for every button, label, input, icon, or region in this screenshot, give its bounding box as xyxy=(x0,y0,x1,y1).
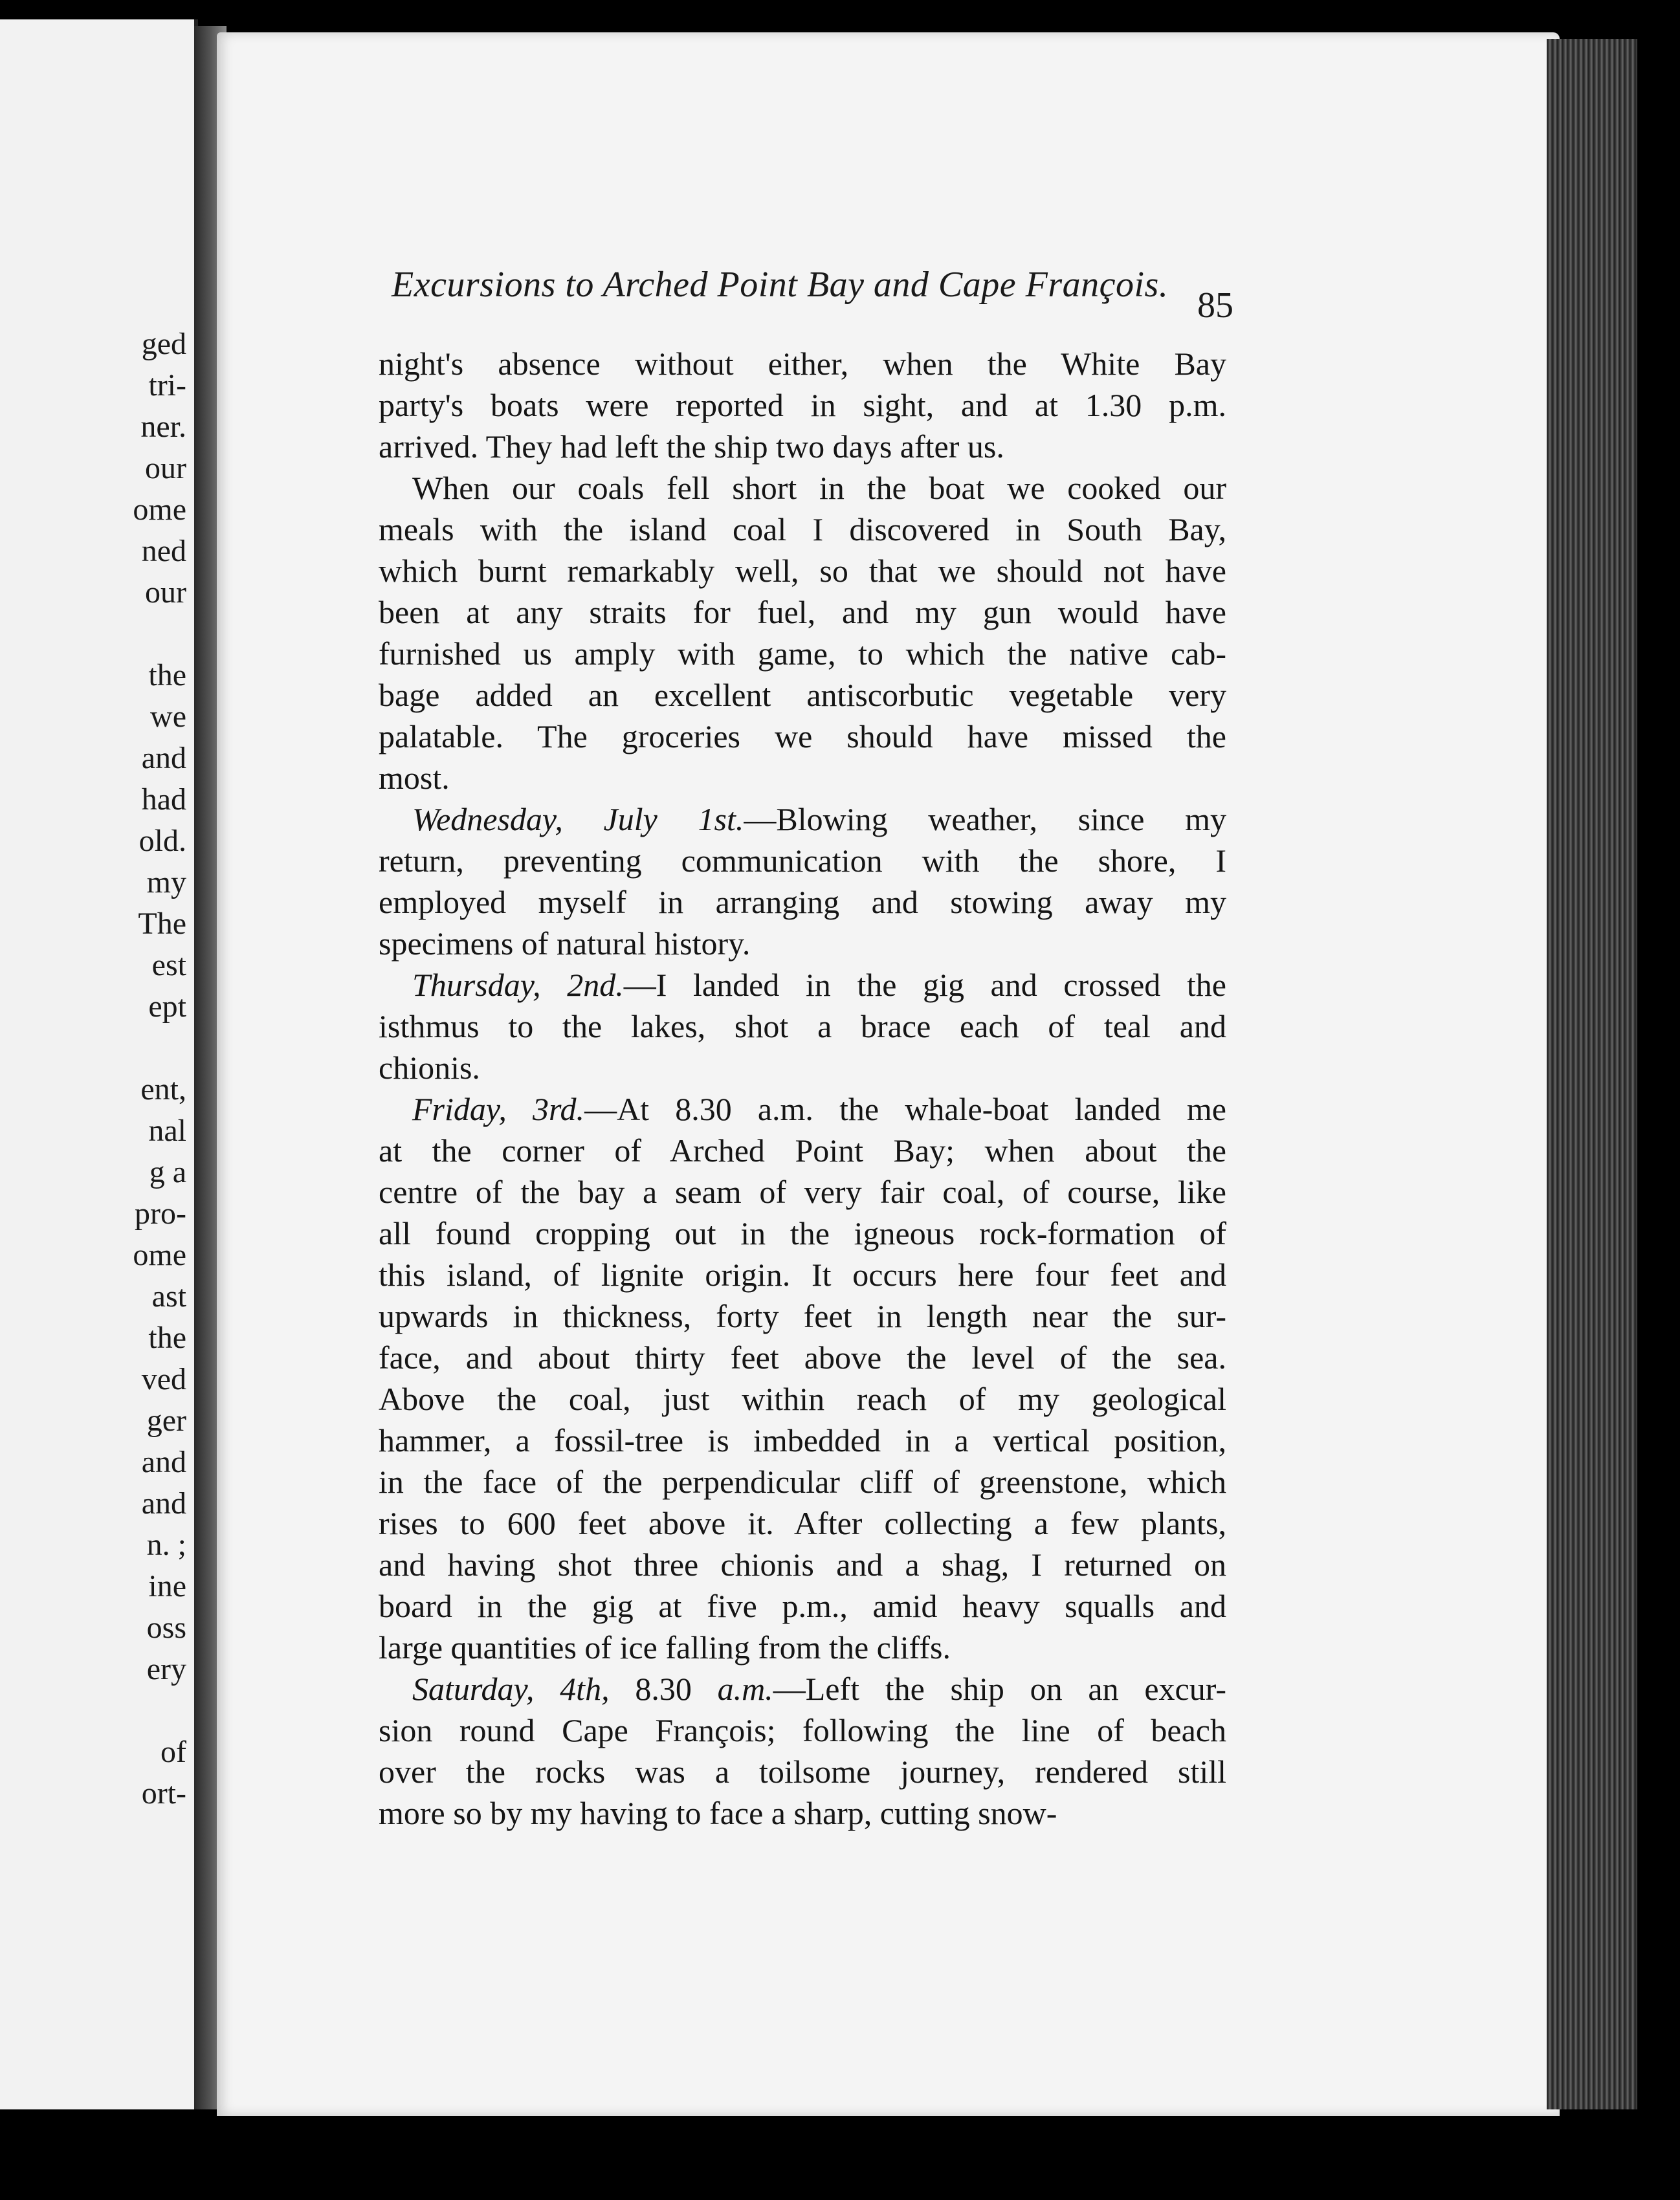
page-number: 85 xyxy=(1197,285,1233,325)
text-line: night's absence without either, when the White Bay xyxy=(379,346,1226,382)
left-facing-page xyxy=(0,19,198,2109)
text-line xyxy=(379,1088,1226,1130)
left-page-fragment: g a xyxy=(149,1155,186,1189)
left-page-fragment: ner. xyxy=(140,410,186,444)
left-page-fragment: n. ; xyxy=(146,1528,186,1562)
text-line: hammer, a fossil-tree is imbedded in a vertical position, xyxy=(379,1422,1226,1458)
left-page-fragment: ast xyxy=(151,1279,186,1314)
left-page-fragment: oss xyxy=(146,1611,186,1645)
text-line xyxy=(379,1668,1226,1710)
left-page-fragment: pro- xyxy=(135,1196,186,1231)
left-page-fragment: had xyxy=(141,782,186,817)
text-line: employed myself in arranging and stowing away my xyxy=(379,884,1226,920)
line-text: —At 8.30 a.m. the whale-boat landed me xyxy=(584,1091,1226,1127)
text-line: board in the gig at five p.m., amid heavy squalls and xyxy=(379,1588,1226,1624)
body-text xyxy=(379,343,1226,1834)
date-lead: Thursday, 2nd. xyxy=(412,967,624,1003)
left-page-fragment: The xyxy=(138,907,186,941)
left-page-fragment: tri- xyxy=(148,368,186,402)
left-page-fragment: ved xyxy=(141,1362,186,1396)
left-page-fragment: and xyxy=(141,1486,186,1521)
text-line: When our coals fell short in the boat we cooked our xyxy=(412,470,1226,506)
text-line: palatable. The groceries we should have missed the xyxy=(379,718,1226,754)
left-page-fragment: we xyxy=(150,699,186,734)
date-lead-suffix: a.m. xyxy=(717,1671,773,1707)
left-page-fragment: my xyxy=(146,865,186,899)
date-lead: Friday, 3rd. xyxy=(412,1091,585,1127)
left-page-fragment: of xyxy=(160,1735,186,1769)
text-line: party's boats were reported in sight, and at 1.30 p.m. xyxy=(379,387,1226,423)
left-page-fragment: the xyxy=(148,658,186,692)
text-line: this island, of lignite origin. It occurs here four feet and xyxy=(379,1257,1226,1293)
left-page-fragment: ent, xyxy=(140,1072,186,1106)
line-text: —Blowing weather, since my xyxy=(744,801,1226,837)
text-line: over the rocks was a toilsome journey, rendered still xyxy=(379,1754,1226,1790)
text-line xyxy=(379,798,1226,840)
text-line: bage added an excellent antiscorbutic vegetable very xyxy=(379,677,1226,713)
date-lead-time: 8.30 xyxy=(609,1671,718,1707)
left-page-fragment: ned xyxy=(141,534,186,568)
text-line: at the corner of Arched Point Bay; when about the xyxy=(379,1132,1226,1169)
left-page-fragment: our xyxy=(145,451,186,485)
left-page-fragment: our xyxy=(145,575,186,610)
date-lead: Wednesday, July 1st. xyxy=(412,801,744,837)
text-line xyxy=(379,964,1226,1006)
left-page-fragment: old. xyxy=(138,824,186,858)
text-line: chionis. xyxy=(379,1050,480,1086)
text-line: furnished us amply with game, to which the native cab- xyxy=(379,635,1226,672)
left-page-fragment: ery xyxy=(146,1652,186,1686)
running-head: Excursions to Arched Point Bay and Cape François. xyxy=(392,265,1169,305)
text-line: isthmus to the lakes, shot a brace each of teal and xyxy=(379,1008,1226,1044)
text-line: specimens of natural history. xyxy=(379,925,751,962)
left-page-fragment: ged xyxy=(141,327,186,361)
text-line: centre of the bay a seam of very fair coal, of course, like xyxy=(379,1174,1226,1210)
left-page-fragment: ept xyxy=(148,989,186,1024)
left-page-fragment: ort- xyxy=(141,1776,186,1810)
line-text: —Left the ship on an excur- xyxy=(773,1671,1227,1707)
text-line: return, preventing communication with the shore, I xyxy=(379,842,1226,879)
left-page-fragment: and xyxy=(141,1445,186,1479)
text-line: more so by my having to face a sharp, cutting snow- xyxy=(379,1795,1057,1831)
left-page-fragment: ine xyxy=(148,1569,186,1603)
left-page-fragment: est xyxy=(151,948,186,982)
page-fore-edge xyxy=(1547,39,1637,2109)
text-line: sion round Cape François; following the line of beach xyxy=(379,1712,1226,1748)
left-page-fragment: ome xyxy=(133,492,186,527)
text-line: most. xyxy=(379,760,450,796)
text-line: large quantities of ice falling from the cliffs. xyxy=(379,1629,951,1666)
text-line: and having shot three chionis and a shag, I returned on xyxy=(379,1546,1226,1583)
left-page-fragment: ome xyxy=(133,1238,186,1272)
text-line: face, and about thirty feet above the level of the sea. xyxy=(379,1339,1226,1376)
text-line: which burnt remarkably well, so that we should not have xyxy=(379,553,1226,589)
date-lead: Saturday, 4th, xyxy=(412,1671,610,1707)
left-page-fragment: ger xyxy=(146,1403,186,1438)
text-line: arrived. They had left the ship two days after us. xyxy=(379,428,1004,465)
text-line: rises to 600 feet above it. After collecting a few plants, xyxy=(379,1505,1226,1541)
left-page-fragment: nal xyxy=(148,1114,186,1148)
text-line: meals with the island coal I discovered in South Bay, xyxy=(379,511,1226,547)
line-text: —I landed in the gig and crossed the xyxy=(623,967,1226,1003)
text-line: been at any straits for fuel, and my gun would have xyxy=(379,594,1226,630)
text-line: all found cropping out in the igneous rock-formation of xyxy=(379,1215,1226,1251)
text-line: upwards in thickness, forty feet in length near the sur- xyxy=(379,1298,1226,1334)
text-line: Above the coal, just within reach of my geological xyxy=(379,1381,1226,1417)
left-page-fragment: the xyxy=(148,1321,186,1355)
left-page-fragment: and xyxy=(141,741,186,775)
text-line: in the face of the perpendicular cliff of greenstone, which xyxy=(379,1464,1226,1500)
